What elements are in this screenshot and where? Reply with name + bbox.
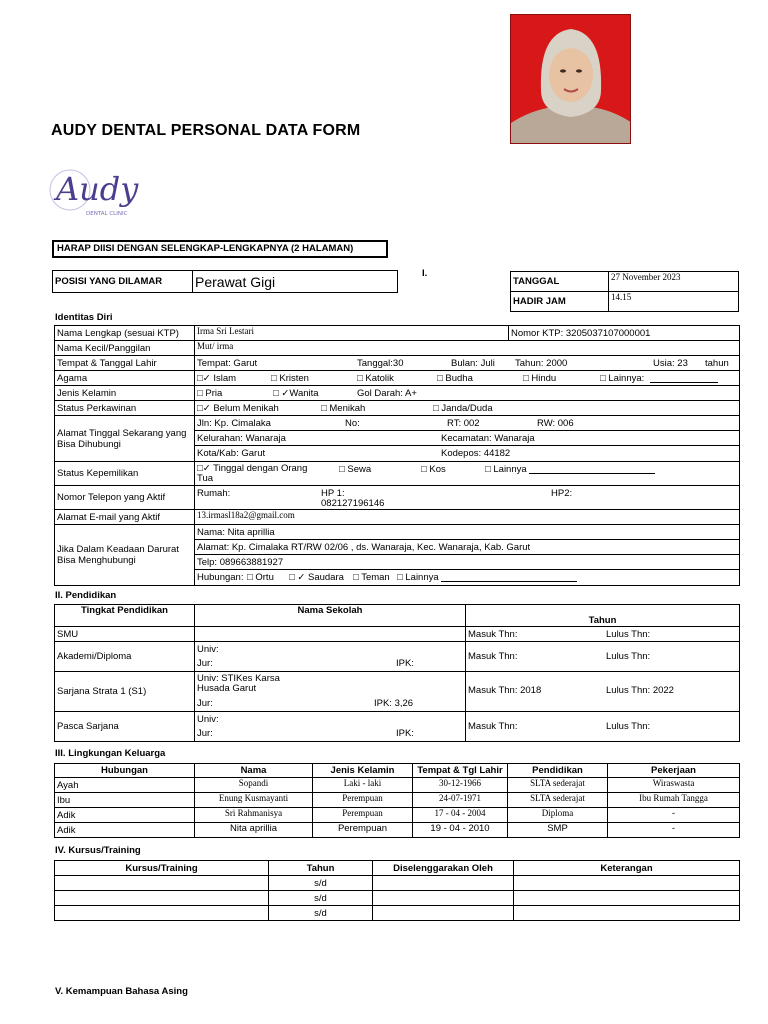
diploma-masuk[interactable]: Masuk Thn: (468, 651, 518, 662)
emergency-address[interactable]: Alamat: Kp. Cimalaka RT/RW 02/06 , ds. Wanaraja, Kec. Wanaraja, Kab. Garut (197, 542, 531, 553)
address-kodepos[interactable]: Kodepos: 44182 (441, 448, 511, 459)
fam-cell[interactable]: 19 - 04 - 2010 (413, 823, 508, 838)
train-cell[interactable] (514, 891, 740, 906)
ownership-label: Status Kepemilikan (55, 462, 195, 486)
fam-cell: Ibu (55, 793, 195, 808)
smu-masuk[interactable]: Masuk Thn: (468, 629, 518, 640)
fullname-label: Nama Lengkap (sesuai KTP) (55, 326, 195, 341)
emergency-label: Jika Dalam Keadaan Darurat Bisa Menghubungi (55, 525, 195, 586)
table-row (55, 808, 740, 823)
training-heading: IV. Kursus/Training (55, 845, 141, 856)
edu-smu: SMU (55, 627, 195, 642)
fill-instruction: HARAP DIISI DENGAN SELENGKAP-LENGKAPNYA (2 HALAMAN) (52, 240, 388, 258)
train-cell[interactable]: s/d (269, 876, 373, 891)
hp1-value[interactable]: 082127196146 (321, 498, 385, 509)
fam-cell[interactable]: Wiraswasta (608, 778, 740, 793)
s2-lulus[interactable]: Lulus Thn: (606, 721, 651, 732)
fam-cell[interactable]: Sri Rahmanisya (195, 808, 313, 823)
phone-label: Nomor Telepon yang Aktif (55, 486, 195, 510)
identity-heading: Identitas Diri (55, 312, 113, 323)
fam-cell[interactable]: Sopandi (195, 778, 313, 793)
ownership-other-line[interactable] (529, 464, 655, 474)
birth-month[interactable]: Bulan: Juli (451, 358, 495, 369)
fam-cell[interactable]: Diploma (508, 808, 608, 823)
section-roman: I. (422, 268, 428, 279)
phone-home[interactable]: Rumah: (197, 488, 231, 499)
religion-kristen[interactable]: □ Kristen (271, 373, 309, 384)
fam-cell: Adik (55, 808, 195, 823)
fam-cell[interactable]: Ibu Rumah Tangga (608, 793, 740, 808)
emergency-relation-label: Hubungan: (197, 572, 244, 583)
nickname-label: Nama Kecil/Panggilan (55, 341, 195, 356)
email-label: Alamat E-mail yang Aktif (55, 510, 195, 525)
diploma-jur[interactable]: Jur: (197, 658, 213, 669)
s2-ipk[interactable]: IPK: (396, 728, 414, 739)
marital-married[interactable]: □ Menikah (321, 403, 366, 414)
table-row (55, 876, 740, 891)
address-kecamatan[interactable]: Kecamatan: Wanaraja (441, 433, 535, 444)
training-table (54, 860, 740, 921)
age-unit: tahun (705, 358, 729, 369)
relation-sibling[interactable]: □ ✓ Saudara (289, 572, 344, 583)
col-level: Tingkat Pendidikan (55, 605, 195, 627)
marital-label: Status Perkawinan (55, 401, 195, 416)
position-value[interactable]: Perawat Gigi (193, 271, 398, 293)
religion-other[interactable]: □ Lainnya: (600, 373, 645, 384)
ktp-value[interactable]: Nomor KTP: 3205037107000001 (509, 326, 740, 341)
ownership-other[interactable]: □ Lainnya (485, 464, 527, 475)
marital-single[interactable]: □✓ Belum Menikah (197, 403, 279, 414)
ownership-parents[interactable]: □✓ Tinggal dengan Orang Tua (197, 463, 308, 484)
identity-table (54, 325, 740, 586)
fam-cell: Ayah (55, 778, 195, 793)
relation-other[interactable]: □ Lainnya (397, 572, 439, 583)
fam-cell: Adik (55, 823, 195, 838)
position-label: POSISI YANG DILAMAR (53, 271, 193, 293)
table-row (55, 906, 740, 921)
s1-ipk[interactable]: IPK: 3,26 (374, 698, 414, 709)
hp1-label: HP 1: (321, 488, 345, 499)
diploma-ipk[interactable]: IPK: (396, 658, 414, 669)
s2-jur[interactable]: Jur: (197, 728, 213, 739)
train-cell[interactable]: s/d (269, 906, 373, 921)
fam-cell[interactable]: 17 - 04 - 2004 (413, 808, 508, 823)
fam-col-name: Nama (195, 764, 313, 778)
applicant-photo (510, 14, 631, 144)
nickname-value[interactable]: Mut/ irma (195, 341, 740, 356)
s2-univ[interactable]: Univ: (197, 714, 219, 725)
clinic-logo (48, 160, 153, 222)
relation-friend[interactable]: □ Teman (353, 572, 390, 583)
gender-female[interactable]: □ ✓Wanita (273, 388, 319, 399)
family-table (54, 763, 740, 838)
s1-masuk[interactable]: Masuk Thn: 2018 (468, 685, 542, 696)
fam-cell[interactable]: 30-12-1966 (413, 778, 508, 793)
gender-label: Jenis Kelamin (55, 386, 195, 401)
marital-widow[interactable]: □ Janda/Duda (433, 403, 493, 414)
svg-text:DENTAL CLINIC: DENTAL CLINIC (86, 211, 128, 217)
religion-label: Agama (55, 371, 195, 386)
fam-cell[interactable]: - (608, 823, 740, 838)
fam-cell[interactable]: Perempuan (313, 793, 413, 808)
email-value[interactable]: 13.irmasl18a2@gmail.com (195, 510, 740, 525)
fam-cell[interactable]: - (608, 808, 740, 823)
time-value[interactable]: 14.15 (609, 292, 739, 312)
col-year: Tahun (466, 605, 740, 627)
date-table (510, 271, 739, 312)
hp2-value[interactable]: HP2: (551, 488, 573, 499)
train-col-course: Kursus/Training (55, 861, 269, 876)
fam-cell[interactable]: SMP (508, 823, 608, 838)
table-row (55, 823, 740, 838)
fam-cell[interactable]: 24-07-1971 (413, 793, 508, 808)
fam-col-gender: Jenis Kelamin (313, 764, 413, 778)
train-col-organizer: Diselenggarakan Oleh (373, 861, 514, 876)
train-cell[interactable] (514, 876, 740, 891)
family-heading: III. Lingkungan Keluarga (55, 748, 166, 759)
train-cell[interactable] (55, 876, 269, 891)
s1-univ[interactable]: Univ: STIKes Karsa Husada Garut (197, 673, 280, 694)
svg-text:Audy: Audy (56, 170, 139, 208)
s1-lulus[interactable]: Lulus Thn: 2022 (606, 685, 674, 696)
relation-other-line[interactable] (441, 572, 577, 582)
table-row (55, 891, 740, 906)
fam-cell[interactable]: SLTA sederajat (508, 778, 608, 793)
religion-other-line[interactable] (650, 373, 718, 383)
fullname-value[interactable]: Irma Sri Lestari (195, 326, 509, 341)
age-value[interactable]: Usia: 23 (653, 358, 688, 369)
religion-budha[interactable]: □ Budha (437, 373, 473, 384)
edu-smu-school[interactable] (195, 627, 466, 642)
train-cell[interactable] (514, 906, 740, 921)
edu-diploma: Akademi/Diploma (55, 642, 195, 672)
edu-s1: Sarjana Strata 1 (S1) (55, 672, 195, 712)
train-cell[interactable] (373, 906, 514, 921)
birth-year[interactable]: Tahun: 2000 (515, 358, 568, 369)
fam-cell[interactable]: Enung Kusmayanti (195, 793, 313, 808)
education-table (54, 604, 740, 742)
education-heading: II. Pendidikan (55, 590, 117, 601)
religion-katolik[interactable]: □ Katolik (357, 373, 394, 384)
emergency-name[interactable]: Nama: Nita aprillia (197, 527, 275, 538)
fam-cell[interactable]: Perempuan (313, 808, 413, 823)
table-row (55, 778, 740, 793)
s1-jur[interactable]: Jur: (197, 698, 213, 709)
birth-place[interactable]: Tempat: Garut (197, 358, 258, 369)
fam-cell[interactable]: Nita aprillia (195, 823, 313, 838)
fam-cell[interactable]: Perempuan (313, 823, 413, 838)
position-table (52, 270, 398, 293)
time-label: HADIR JAM (511, 292, 609, 312)
train-col-year: Tahun (269, 861, 373, 876)
fam-cell[interactable]: Laki - laki (313, 778, 413, 793)
blood-type[interactable]: Gol Darah: A+ (357, 388, 417, 399)
date-value[interactable]: 27 November 2023 (609, 272, 739, 292)
edu-s2: Pasca Sarjana (55, 712, 195, 742)
address-street[interactable]: Jln: Kp. Cimalaka (197, 418, 271, 429)
address-rt[interactable]: RT: 002 (447, 418, 480, 429)
train-cell[interactable] (55, 906, 269, 921)
train-cell[interactable] (373, 891, 514, 906)
fam-col-birth: Tempat & Tgl Lahir (413, 764, 508, 778)
train-cell[interactable] (55, 891, 269, 906)
ownership-kos[interactable]: □ Kos (421, 464, 446, 475)
date-label: TANGGAL (511, 272, 609, 292)
address-rw[interactable]: RW: 006 (537, 418, 574, 429)
address-no[interactable]: No: (345, 418, 360, 429)
religion-hindu[interactable]: □ Hindu (523, 373, 557, 384)
col-school: Nama Sekolah (195, 605, 466, 627)
train-col-notes: Keterangan (514, 861, 740, 876)
birth-label: Tempat & Tanggal Lahir (55, 356, 195, 371)
gender-male[interactable]: □ Pria (197, 388, 223, 399)
train-cell[interactable]: s/d (269, 891, 373, 906)
address-kota[interactable]: Kota/Kab: Garut (197, 448, 266, 459)
form-title: AUDY DENTAL PERSONAL DATA FORM (51, 122, 361, 139)
table-row (55, 793, 740, 808)
diploma-univ[interactable]: Univ: (197, 644, 219, 655)
s2-masuk[interactable]: Masuk Thn: (468, 721, 518, 732)
address-label: Alamat Tinggal Sekarang yang Bisa Dihubungi (55, 416, 195, 462)
address-kelurahan[interactable]: Kelurahan: Wanaraja (197, 433, 286, 444)
language-heading: V. Kemampuan Bahasa Asing (55, 986, 188, 997)
birth-date[interactable]: Tanggal:30 (357, 358, 404, 369)
diploma-lulus[interactable]: Lulus Thn: (606, 651, 651, 662)
fam-col-education: Pendidikan (508, 764, 608, 778)
emergency-phone[interactable]: Telp: 089663881927 (197, 557, 284, 568)
fam-col-job: Pekerjaan (608, 764, 740, 778)
train-cell[interactable] (373, 876, 514, 891)
smu-lulus[interactable]: Lulus Thn: (606, 629, 651, 640)
ownership-rent[interactable]: □ Sewa (339, 464, 372, 475)
fam-cell[interactable]: SLTA sederajat (508, 793, 608, 808)
religion-islam[interactable]: □✓ Islam (197, 373, 237, 384)
fam-col-relation: Hubungan (55, 764, 195, 778)
relation-parent[interactable]: □ Ortu (247, 572, 274, 583)
